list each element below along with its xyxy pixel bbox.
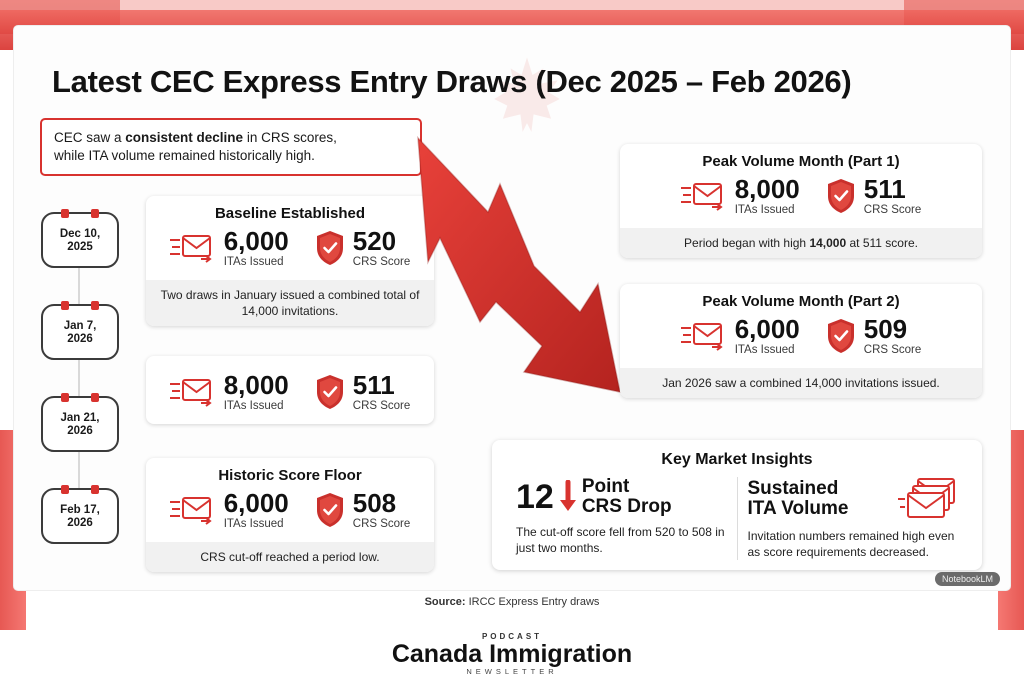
envelope-icon xyxy=(170,376,216,408)
insight-title-line2: CRS Drop xyxy=(581,495,672,517)
ita-text xyxy=(735,176,800,216)
timeline-date-dec-10-2025 xyxy=(41,212,119,268)
source-value: IRCC Express Entry draws xyxy=(465,596,600,608)
ita-stat xyxy=(170,372,289,412)
shield-check-icon xyxy=(826,318,856,354)
brand-name: Canada Immigration xyxy=(391,639,633,668)
ita-value: 8,000 xyxy=(223,370,289,400)
crs-label: CRS Score xyxy=(863,204,922,216)
ita-text xyxy=(735,316,800,356)
crs-stat xyxy=(315,490,411,530)
card-stats xyxy=(620,172,982,228)
card-stats xyxy=(620,312,982,368)
shield-check-icon xyxy=(826,178,856,214)
ita-label: ITAs Issued xyxy=(734,344,795,356)
crs-text xyxy=(864,176,922,216)
ita-value: 6,000 xyxy=(734,314,800,344)
timeline-date-jan-7-2026 xyxy=(41,304,119,360)
insight-headline xyxy=(516,477,727,517)
crs-stat xyxy=(826,316,922,356)
card-stats xyxy=(146,486,434,542)
brand-newsletter-label: NEWSLETTER xyxy=(466,667,558,676)
insight-title-line2: ITA Volume xyxy=(747,498,849,519)
card-note: Two draws in January issued a combined total of 14,000 invitations. xyxy=(146,280,434,326)
insight-description: The cut-off score fell from 520 to 508 in just two months. xyxy=(516,524,725,556)
card-note-part-c: at 511 score. xyxy=(846,236,918,250)
insights-body xyxy=(492,471,982,560)
ita-value: 6,000 xyxy=(223,226,289,256)
crs-value: 509 xyxy=(863,314,908,344)
shield-check-icon xyxy=(315,492,345,528)
callout-text-2: consistent xyxy=(125,130,197,145)
infographic-canvas xyxy=(14,26,1010,590)
ita-label: ITAs Issued xyxy=(734,204,795,216)
summary-callout xyxy=(40,118,422,176)
card-heading: Peak Volume Month (Part 1) xyxy=(702,153,900,170)
card-heading: Baseline Established xyxy=(214,205,366,222)
envelope-icon xyxy=(681,320,727,352)
source-credit xyxy=(0,596,1024,608)
source-label: Source: xyxy=(424,596,466,608)
ita-value: 8,000 xyxy=(734,174,800,204)
shield-check-icon xyxy=(315,374,345,410)
insight-title-line1: Point xyxy=(581,476,630,497)
crs-label: CRS Score xyxy=(352,256,411,268)
ita-text xyxy=(224,490,289,530)
insight-headline xyxy=(748,477,959,521)
timeline-date-line2: 2026 xyxy=(67,425,93,438)
ita-value: 6,000 xyxy=(223,488,289,518)
callout-text-4: in CRS scores, xyxy=(243,130,337,145)
bottom-accent-strip xyxy=(0,0,1024,10)
card-note: Jan 2026 saw a combined 14,000 invitations issued. xyxy=(620,368,982,398)
stacked-envelopes-icon xyxy=(898,477,958,521)
brand-podcast-label: PODCAST xyxy=(481,631,543,641)
page-title: Latest CEC Express Entry Draws (Dec 2025 – Feb 2026) xyxy=(52,64,852,99)
timeline-connector xyxy=(78,268,80,304)
ita-stat xyxy=(681,176,800,216)
crs-value: 508 xyxy=(352,488,397,518)
card-heading: Historic Score Floor xyxy=(218,467,362,484)
callout-text-1: CEC saw a xyxy=(54,130,126,145)
ita-label: ITAs Issued xyxy=(223,256,284,268)
insight-ita-volume xyxy=(738,477,969,560)
draw-card-peak-volume-part-1 xyxy=(620,144,982,258)
declining-trend-arrow-icon xyxy=(384,126,644,486)
shield-check-icon xyxy=(315,230,345,266)
insight-number: 12 xyxy=(516,477,554,516)
timeline-date-line2: 2025 xyxy=(67,241,93,254)
draw-card-peak-volume-part-2 xyxy=(620,284,982,398)
key-market-insights-card xyxy=(492,440,982,570)
notebooklm-watermark: NotebookLM xyxy=(935,572,1000,586)
timeline-connector xyxy=(78,452,80,488)
timeline-date-jan-21-2026 xyxy=(41,396,119,452)
brand-logo xyxy=(0,632,1024,676)
crs-stat xyxy=(826,176,922,216)
down-arrow-icon xyxy=(558,480,578,514)
card-note: CRS cut-off reached a period low. xyxy=(146,542,434,572)
card-note-part-a: Period began with high xyxy=(684,236,810,250)
crs-value: 511 xyxy=(352,370,395,400)
crs-label: CRS Score xyxy=(352,518,411,530)
insight-description: Invitation numbers remained high even as score requirements decreased. xyxy=(747,529,955,560)
timeline-date-line2: 2026 xyxy=(67,517,93,530)
ita-label: ITAs Issued xyxy=(223,400,284,412)
timeline-date-line1: Feb 17, xyxy=(60,504,100,516)
crs-text xyxy=(864,316,922,356)
timeline-date-feb-17-2026 xyxy=(41,488,119,544)
card-heading: Peak Volume Month (Part 2) xyxy=(702,293,900,310)
card-note-part-b: 14,000 xyxy=(809,236,847,250)
envelope-icon xyxy=(681,180,727,212)
ita-label: ITAs Issued xyxy=(223,518,284,530)
envelope-icon xyxy=(170,494,216,526)
crs-label: CRS Score xyxy=(352,400,411,412)
timeline-connector xyxy=(78,360,80,396)
ita-text xyxy=(224,228,289,268)
insight-title-line1: Sustained xyxy=(747,478,839,500)
callout-text-5: while ITA volume remained historically high. xyxy=(54,148,315,164)
card-note xyxy=(620,228,982,258)
envelope-icon xyxy=(170,232,216,264)
callout-text-3: decline xyxy=(196,130,244,145)
ita-stat xyxy=(170,490,289,530)
insight-crs-drop xyxy=(506,477,738,560)
crs-value: 511 xyxy=(863,174,906,204)
crs-label: CRS Score xyxy=(863,344,922,356)
insights-heading: Key Market Insights xyxy=(661,451,813,468)
timeline-date-line2: 2026 xyxy=(67,333,93,346)
crs-text xyxy=(353,490,411,530)
timeline-date-line1: Jan 21, xyxy=(60,412,100,424)
ita-stat xyxy=(170,228,289,268)
timeline-date-line1: Jan 7, xyxy=(63,320,97,332)
ita-stat xyxy=(681,316,800,356)
crs-value: 520 xyxy=(352,226,397,256)
ita-text xyxy=(224,372,289,412)
timeline-date-line1: Dec 10, xyxy=(59,228,101,240)
